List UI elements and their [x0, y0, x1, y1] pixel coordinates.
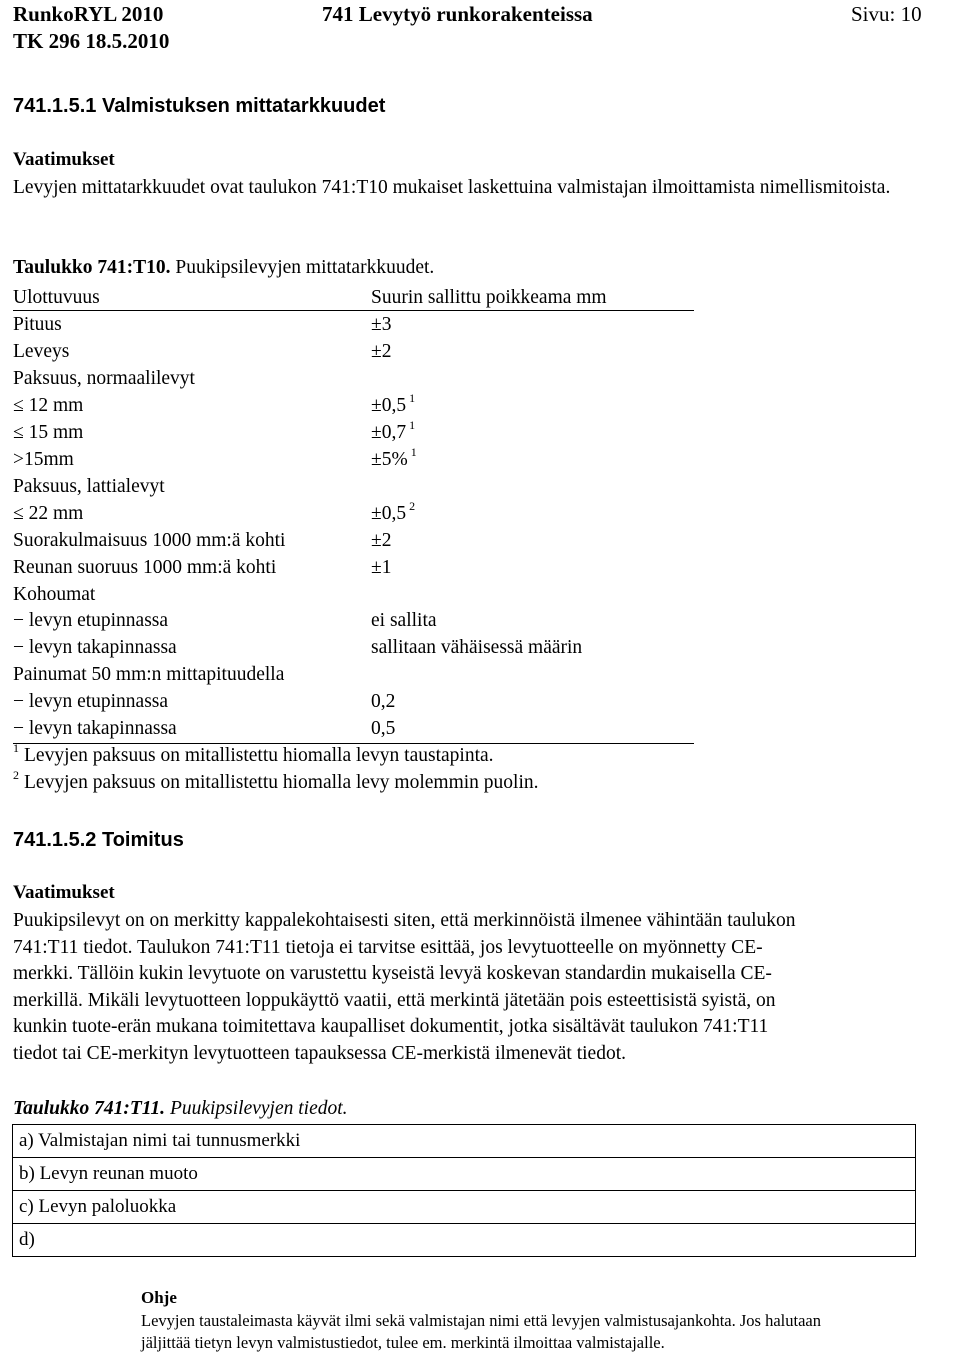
table-row — [13, 581, 703, 608]
table1-cell-dimension: Kohoumat — [13, 583, 96, 605]
table1-cell-deviation — [371, 634, 582, 661]
table-row — [13, 365, 703, 392]
table-row — [13, 607, 703, 634]
deviation-value: ±2 — [371, 529, 392, 551]
table1-cell-dimension: − levyn takapinnassa — [13, 718, 177, 740]
table1-cell-deviation — [371, 446, 417, 475]
table1-cell-deviation — [371, 419, 415, 448]
deviation-value: ±2 — [371, 340, 392, 362]
requirements-text-1: Levyjen mittatarkkuudet ovat taulukon 741:T10 mukaiset laskettuina valmistajan ilmoittamista nimellismitoista. — [13, 177, 891, 198]
paragraph-line: merkillä. Mikäli levytuotteen loppukäyttö vaatii, että merkintä jätetään pois esteettisistä syistä, on — [13, 989, 776, 1011]
deviation-value: ei sallita — [371, 610, 437, 632]
table1-cell-dimension: − levyn etupinnassa — [13, 691, 169, 713]
table-row — [13, 688, 703, 715]
guide-text — [141, 1310, 821, 1354]
table-row — [13, 1125, 916, 1158]
table1-cell-deviation — [371, 688, 395, 715]
table-row — [13, 1191, 916, 1224]
table1-caption — [13, 257, 434, 279]
table1-caption-number: Taulukko 741:T10. — [13, 257, 171, 278]
deviation-value: ±0,7 — [371, 421, 407, 443]
footnote-text: Levyjen paksuus on mitallistettu hiomalla levyn taustapinta. — [24, 745, 494, 766]
table-row — [13, 473, 703, 500]
table1-cell-dimension: Paksuus, lattialevyt — [13, 475, 165, 497]
footnote-ref: 1 — [409, 417, 416, 432]
section-title-2: 741.1.5.2 Toimitus — [13, 829, 184, 851]
footnote-mark: 1 — [13, 741, 19, 755]
table1-bottom-rule — [13, 743, 694, 744]
footnote-ref: 1 — [410, 444, 417, 459]
footnote-text: Levyjen paksuus on mitallistettu hiomalla levy molemmin puolin. — [24, 772, 539, 793]
table-row — [13, 661, 703, 688]
deviation-value: ±0,5 — [371, 502, 407, 524]
table1-cell-dimension: Pituus — [13, 314, 62, 335]
page-number: Sivu: 10 — [851, 2, 922, 26]
table1-caption-text: Puukipsilevyjen mittatarkkuudet. — [170, 257, 435, 278]
table1-col-header-dimension: Ulottuvuus — [13, 287, 100, 308]
table1-cell-deviation — [371, 554, 391, 581]
table2-cell: d) — [13, 1224, 916, 1257]
footnote-ref: 2 — [409, 498, 416, 513]
header-section-title: 741 Levytyö runkorakenteissa — [322, 2, 593, 26]
deviation-value: 0,5 — [371, 718, 396, 740]
doc-code: RunkoRYL 2010 — [13, 2, 164, 26]
table2-cell: a) Valmistajan nimi tai tunnusmerkki — [13, 1125, 916, 1158]
table-row — [13, 554, 703, 581]
table1-cell-deviation — [371, 338, 391, 365]
table-row — [13, 446, 703, 473]
deviation-value: sallitaan vähäisessä määrin — [371, 637, 583, 659]
table1-cell-dimension: Painumat 50 mm:n mittapituudella — [13, 664, 285, 686]
table2-cell: b) Levyn reunan muoto — [13, 1158, 916, 1191]
table1-header-row — [13, 284, 703, 311]
table1-col-header-deviation: Suurin sallittu poikkeama mm — [371, 287, 607, 308]
table-row — [13, 1158, 916, 1191]
deviation-value: 0,2 — [371, 691, 396, 713]
table2-caption-number: Taulukko 741:T11. — [13, 1098, 166, 1119]
doc-subcode: TK 296 18.5.2010 — [13, 29, 170, 53]
table-row — [13, 1224, 916, 1257]
deviation-value: ±3 — [371, 314, 392, 335]
table-row — [13, 715, 703, 742]
table1-footnote-2 — [13, 768, 539, 794]
paragraph-line: kunkin tuote-erän mukana toimitettava kaupalliset dokumentit, jotka sisältävät taulukon 741:T11 — [13, 1016, 769, 1037]
requirements-heading-2: Vaatimukset — [13, 882, 115, 903]
paragraph-line: Puukipsilevyt on on merkitty kappalekohtaisesti siten, että merkinnöistä ilmenee vähintään taulukon — [13, 910, 796, 931]
table2-caption — [13, 1098, 348, 1120]
paragraph-line: 741:T11 tiedot. Taulukon 741:T11 tietoja ei tarvitse esittää, jos levytuotteelle on myönnetty CE- — [13, 936, 763, 958]
table2 — [12, 1124, 916, 1257]
deviation-value: ±1 — [371, 556, 392, 578]
guide-line: jäljittää tietyn levyn valmistustiedot, tulee em. merkintä ilmoittaa valmistajalle. — [141, 1333, 665, 1352]
table1-cell-deviation — [371, 527, 391, 554]
table1-cell-dimension: Suorakulmaisuus 1000 mm:ä kohti — [13, 529, 286, 551]
table1-cell-dimension: Paksuus, normaalilevyt — [13, 367, 195, 389]
table1-cell-dimension: ≤ 15 mm — [13, 421, 84, 443]
table-row — [13, 527, 703, 554]
table1-cell-dimension: ≤ 22 mm — [13, 502, 84, 524]
paragraph-line: merkki. Tällöin kukin levytuote on varustettu kyseistä levyä koskevan standardin mukaisella CE- — [13, 963, 772, 984]
table1-cell-deviation — [371, 715, 395, 742]
table1-footnote-1 — [13, 741, 494, 767]
deviation-value: ±0,5 — [371, 394, 407, 416]
table-row — [13, 338, 703, 365]
table1-cell-dimension: ≤ 12 mm — [13, 394, 84, 416]
table1-cell-deviation — [371, 607, 437, 634]
table1-cell-dimension: Leveys — [13, 340, 70, 362]
table1-cell-deviation — [371, 500, 415, 529]
table-row — [13, 419, 703, 446]
table-row — [13, 392, 703, 419]
requirements-text-2 — [13, 908, 796, 1067]
section-title-1: 741.1.5.1 Valmistuksen mittatarkkuudet — [13, 95, 386, 117]
table-row — [13, 311, 703, 338]
table1-cell-dimension: >15mm — [13, 448, 74, 470]
table1-cell-deviation — [371, 392, 415, 421]
table-row — [13, 634, 703, 661]
table1-cell-dimension: − levyn takapinnassa — [13, 637, 177, 659]
table-row — [13, 500, 703, 527]
guide-heading: Ohje — [141, 1288, 177, 1307]
table1-cell-deviation — [371, 311, 391, 338]
guide-line: Levyjen taustaleimasta käyvät ilmi sekä valmistajan nimi että levyjen valmistusajankohta. Jos halutaan — [141, 1311, 821, 1330]
table2-caption-text: Puukipsilevyjen tiedot. — [165, 1098, 348, 1119]
table2-cell: c) Levyn paloluokka — [13, 1191, 916, 1224]
footnote-ref: 1 — [409, 390, 416, 405]
table1-cell-dimension: Reunan suoruus 1000 mm:ä kohti — [13, 556, 277, 578]
requirements-heading-1: Vaatimukset — [13, 149, 115, 170]
deviation-value: ±5% — [371, 448, 408, 470]
paragraph-line: tiedot tai CE-merkityn levytuotteen tapauksessa CE-merkistä ilmenevät tiedot. — [13, 1042, 627, 1064]
footnote-mark: 2 — [13, 768, 19, 782]
table1-cell-dimension: − levyn etupinnassa — [13, 610, 169, 632]
